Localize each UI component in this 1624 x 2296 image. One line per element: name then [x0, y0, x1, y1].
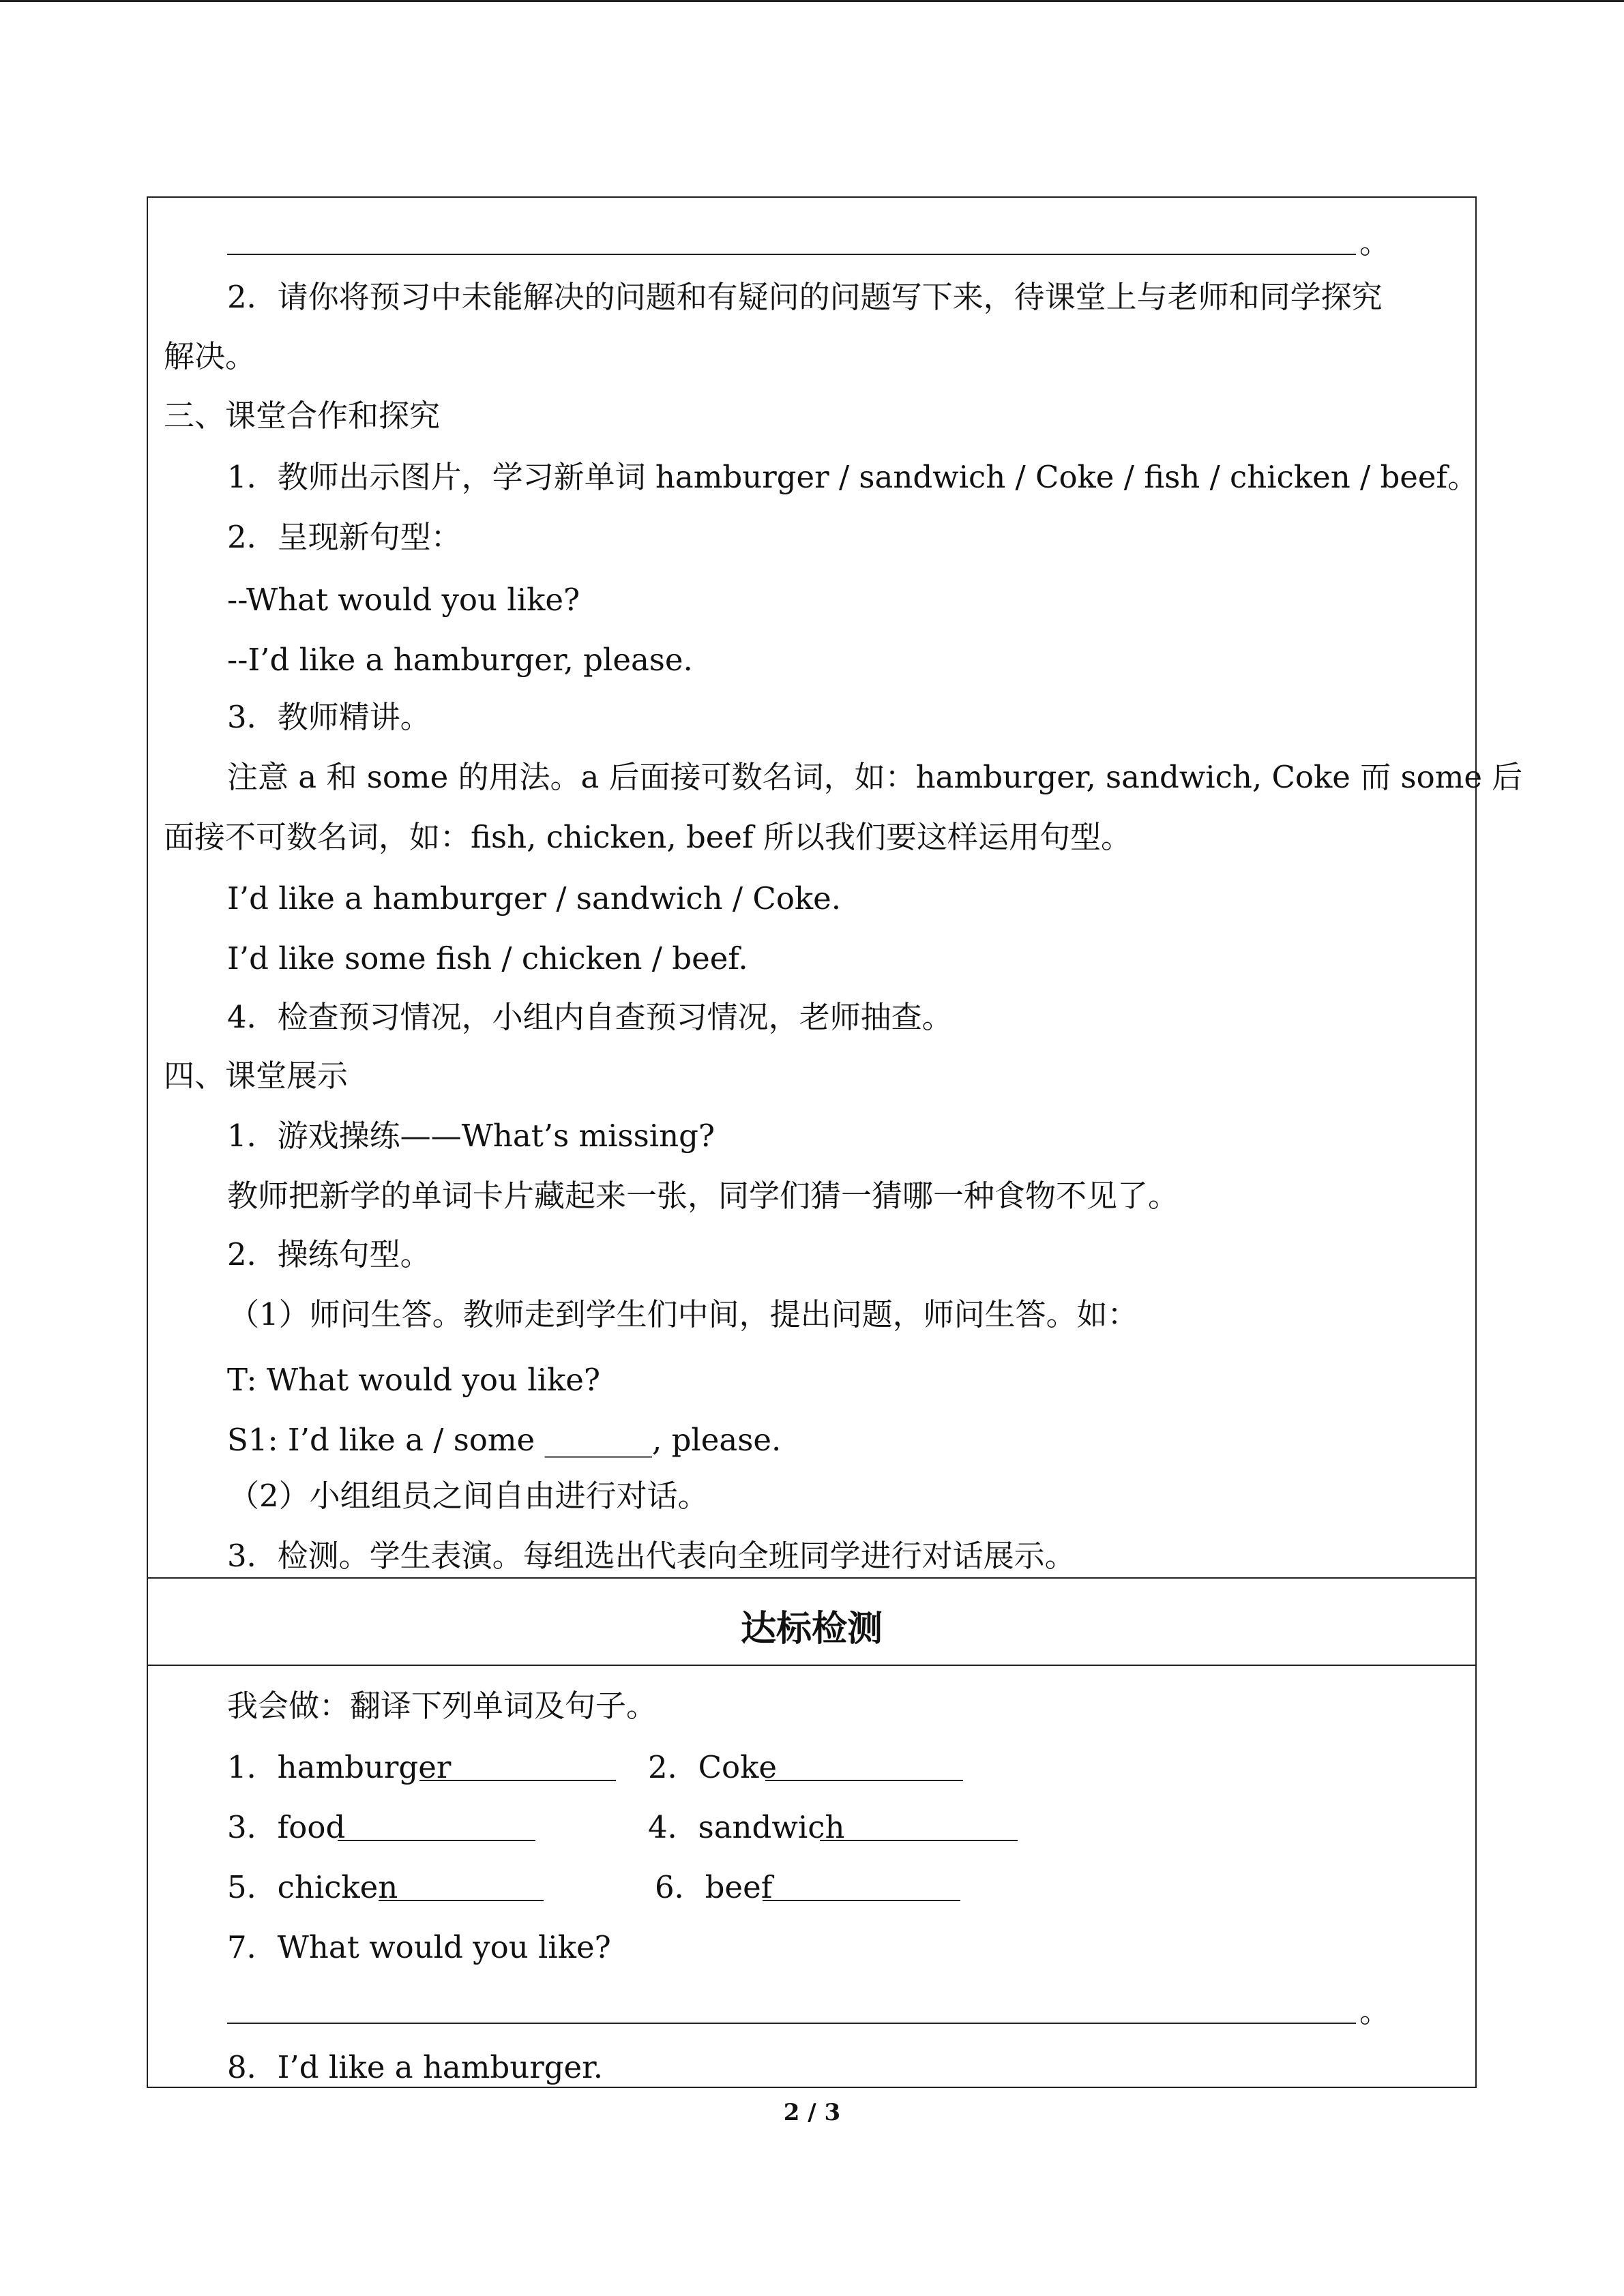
prep-item-2: 2．请你将预习中未能解决的问题和有疑问的问题写下来，待课堂上与老师和同学探究	[227, 279, 1383, 315]
s3-item-4: 4．检查预习情况，小组内自查预习情况，老师抽查。	[227, 999, 953, 1035]
test-q1: 1．hamburger	[227, 1749, 452, 1785]
s4-item-1-desc: 教师把新学的单词卡片藏起来一张，同学们猜一猜哪一种食物不见了。	[227, 1178, 1179, 1214]
test-q2: 2．Coke	[648, 1749, 778, 1785]
test-q3: 3．food	[227, 1809, 346, 1845]
q1-blank	[419, 1780, 616, 1781]
s4-item-1: 1．游戏操练——What’s missing?	[227, 1118, 715, 1154]
q2-blank	[765, 1780, 963, 1781]
s4-teacher-line: T: What would you like?	[227, 1362, 601, 1398]
s3-dialog-2: --I’d like a hamburger, please.	[227, 642, 693, 678]
s3-item-2: 2．呈现新句型：	[227, 519, 462, 555]
s4-sub-1: （1）师问生答。教师走到学生们中间，提出问题，师问生答。如：	[228, 1296, 1138, 1332]
test-heading: 达标检测	[740, 1608, 883, 1650]
s4-sub-2: （2）小组组员之间自由进行对话。	[228, 1478, 709, 1514]
q4-blank	[820, 1840, 1018, 1841]
answer-blank-line	[227, 254, 1356, 255]
q7-answer-end: 。	[1359, 1993, 1391, 2029]
s3-example-1: I’d like a hamburger / sandwich / Coke.	[227, 880, 842, 916]
test-q7: 7．What would you like?	[227, 1929, 611, 1965]
s3-example-2: I’d like some fish / chicken / beef.	[227, 940, 748, 976]
test-intro: 我会做：翻译下列单词及句子。	[227, 1688, 658, 1724]
test-q4: 4．sandwich	[648, 1809, 845, 1845]
table-divider-top	[147, 1577, 1477, 1579]
s4-item-3: 3．检测。学生表演。每组选出代表向全班同学进行对话展示。	[227, 1538, 1076, 1574]
s3-item-3: 3．教师精讲。	[227, 699, 431, 735]
answer-line-end: 。	[1359, 224, 1391, 260]
q6-blank	[763, 1900, 960, 1901]
s3-dialog-1: --What would you like?	[227, 582, 580, 618]
section-3-title: 三、课堂合作和探究	[164, 398, 441, 434]
q7-answer-blank	[227, 2023, 1356, 2024]
q5-blank	[379, 1900, 544, 1901]
test-q8: 8．I’d like a hamburger.	[227, 2049, 604, 2085]
top-border	[0, 0, 1624, 2]
s3-note-cont: 面接不可数名词，如：fish, chicken, beef 所以我们要这样运用句型。	[164, 819, 1132, 855]
prep-item-2-cont: 解决。	[164, 338, 256, 374]
section-4-title: 四、课堂展示	[164, 1058, 349, 1094]
s4-item-2: 2．操练句型。	[227, 1236, 431, 1272]
s4-student-line: S1: I’d like a / some _______, please.	[227, 1422, 782, 1458]
test-q6: 6．beef	[655, 1869, 773, 1905]
test-q5: 5．chicken	[227, 1869, 398, 1905]
page-number: 2 / 3	[783, 2099, 841, 2126]
s3-note: 注意 a 和 some 的用法。a 后面接可数名词，如：hamburger, sandwich, Coke 而 some 后	[227, 759, 1523, 795]
q3-blank	[338, 1840, 535, 1841]
s3-item-1: 1．教师出示图片，学习新单词 hamburger / sandwich / Coke / fish / chicken / beef。	[227, 459, 1479, 495]
